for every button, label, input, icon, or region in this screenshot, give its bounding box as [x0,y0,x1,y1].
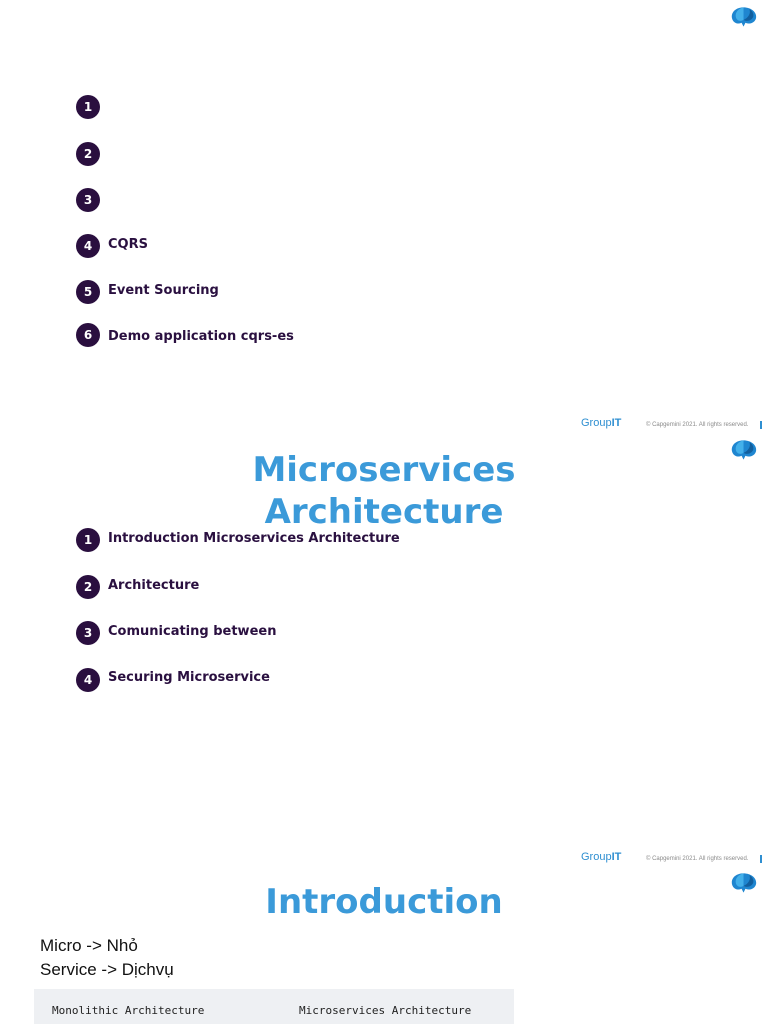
section-number-2: 2 [76,575,100,599]
definition-line-service: Service -> Dịchvụ [40,960,174,979]
agenda-item-4-label: CQRS [108,237,148,252]
definition-line-micro: Micro -> Nhỏ [40,936,138,955]
table-header-microservices: Microservices Architecture [299,1004,472,1017]
agenda-item-5-label: Event Sourcing [108,283,219,298]
group-it-logo: GroupIT [581,417,622,429]
copyright-text: © Capgemini 2021. All rights reserved. [646,856,749,862]
copyright-text: © Capgemini 2021. All rights reserved. [646,422,749,428]
section-number-3: 3 [76,621,100,645]
slide-title: Introduction [265,882,503,922]
section-item-1-label: Introduction Microservices Architecture [108,531,400,546]
agenda-number-6: 6 [76,323,100,347]
section-item-2-label: Architecture [108,578,200,593]
agenda-number-1: 1 [76,95,100,119]
table-header-monolithic: Monolithic Architecture [52,1004,205,1017]
footer-accent-bar [760,855,762,863]
agenda-number-2: 2 [76,142,100,166]
agenda-item-6-label: Demo application cqrs-es [108,329,294,344]
section-item-4-label: Securing Microservice [108,670,270,685]
group-it-logo: GroupIT [581,851,622,863]
footer-accent-bar [760,421,762,429]
agenda-number-4: 4 [76,234,100,258]
agenda-number-5: 5 [76,280,100,304]
section-item-3-label: Comunicating between [108,624,277,639]
agenda-number-3: 3 [76,188,100,212]
capgemini-spade-logo-icon [730,5,758,29]
section-number-1: 1 [76,528,100,552]
section-number-4: 4 [76,668,100,692]
slide-title: Microservices Architecture [252,450,516,532]
comparison-table-header [34,989,514,1024]
